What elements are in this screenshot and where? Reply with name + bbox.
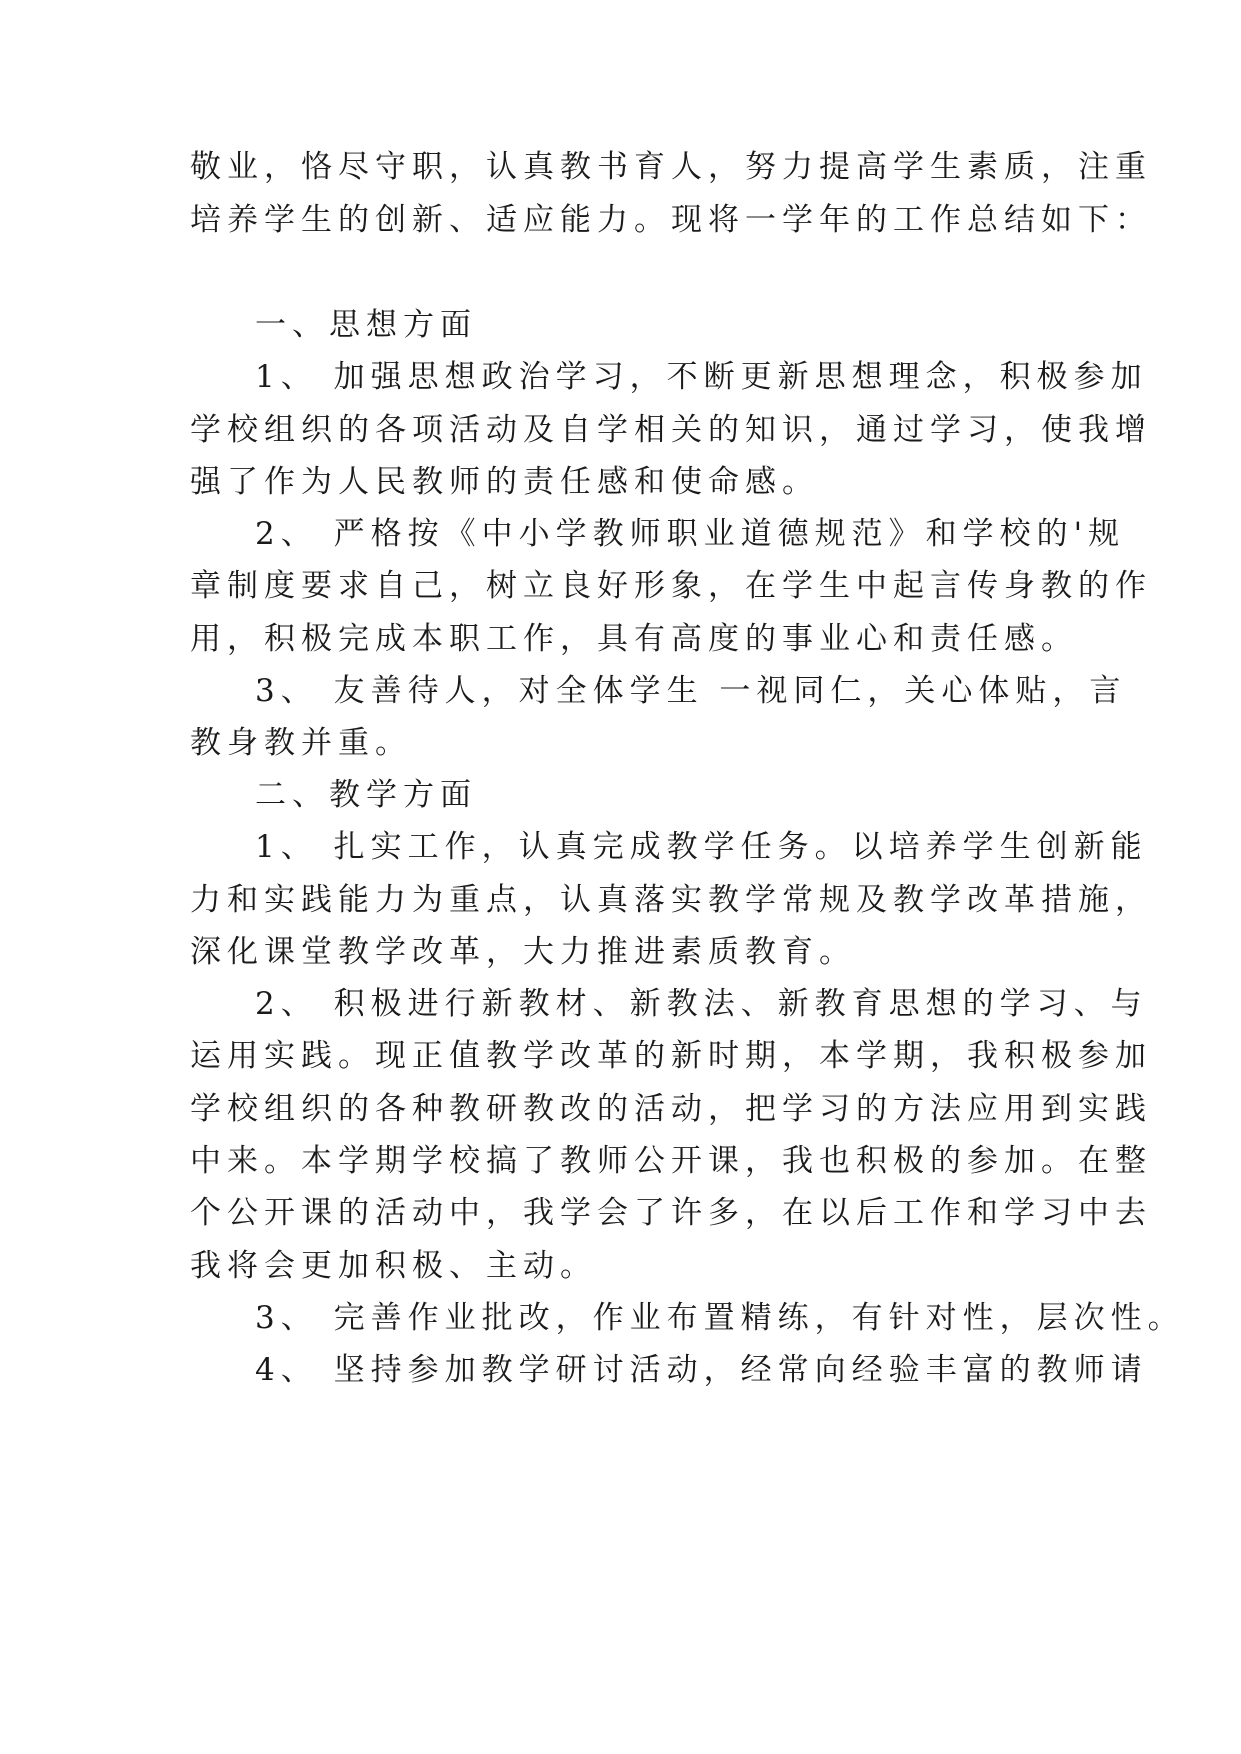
section1-item1-line-2: 学校组织的各项活动及自学相关的知识，通过学习，使我增 — [190, 412, 1152, 448]
section2-item2-line-6: 我将会更加积极、主动。 — [190, 1248, 597, 1284]
section2-item2-line-3: 学校组织的各种教研教改的活动，把学习的方法应用到实践 — [190, 1091, 1152, 1127]
section2-item1-line-2: 力和实践能力为重点，认真落实教学常规及教学改革措施， — [190, 882, 1152, 918]
section2-item3-line-1: 3、 完善作业批改，作业布置精练，有针对性，层次性。 — [255, 1300, 1185, 1336]
intro-line-2: 培养学生的创新、适应能力。现将一学年的工作总结如下： — [190, 202, 1152, 238]
section1-item2-line-2: 章制度要求自己，树立良好形象，在学生中起言传身教的作 — [190, 568, 1152, 604]
section1-item3-line-1: 3、 友善待人，对全体学生 一视同仁，关心体贴，言 — [255, 673, 1127, 709]
section2-item2-line-1: 2、 积极进行新教材、新教法、新教育思想的学习、与 — [255, 986, 1148, 1022]
section2-item2-line-5: 个公开课的活动中，我学会了许多，在以后工作和学习中去 — [190, 1195, 1152, 1231]
section2-heading: 二、教学方面 — [255, 777, 477, 813]
section2-item2-line-4: 中来。本学期学校搞了教师公开课，我也积极的参加。在整 — [190, 1143, 1152, 1179]
section1-item2-line-3: 用，积极完成本职工作，具有高度的事业心和责任感。 — [190, 621, 1078, 657]
section1-item1-line-1: 1、 加强思想政治学习，不断更新思想理念，积极参加 — [255, 359, 1148, 395]
intro-line-1: 敬业，恪尽守职，认真教书育人，努力提高学生素质，注重 — [190, 149, 1152, 185]
section2-item4-line-1: 4、 坚持参加教学研讨活动，经常向经验丰富的教师请 — [255, 1352, 1148, 1388]
section1-item3-line-2: 教身教并重。 — [190, 725, 412, 761]
section2-item1-line-1: 1、 扎实工作，认真完成教学任务。以培养学生创新能 — [255, 829, 1148, 865]
section1-item1-line-3: 强了作为人民教师的责任感和使命感。 — [190, 464, 819, 500]
section2-item2-line-2: 运用实践。现正值教学改革的新时期，本学期，我积极参加 — [190, 1038, 1152, 1074]
section1-item2-line-1: 2、 严格按《中小学教师职业道德规范》和学校的'规 — [255, 516, 1126, 552]
section2-item1-line-3: 深化课堂教学改革，大力推进素质教育。 — [190, 934, 856, 970]
section1-heading: 一、思想方面 — [255, 307, 477, 343]
